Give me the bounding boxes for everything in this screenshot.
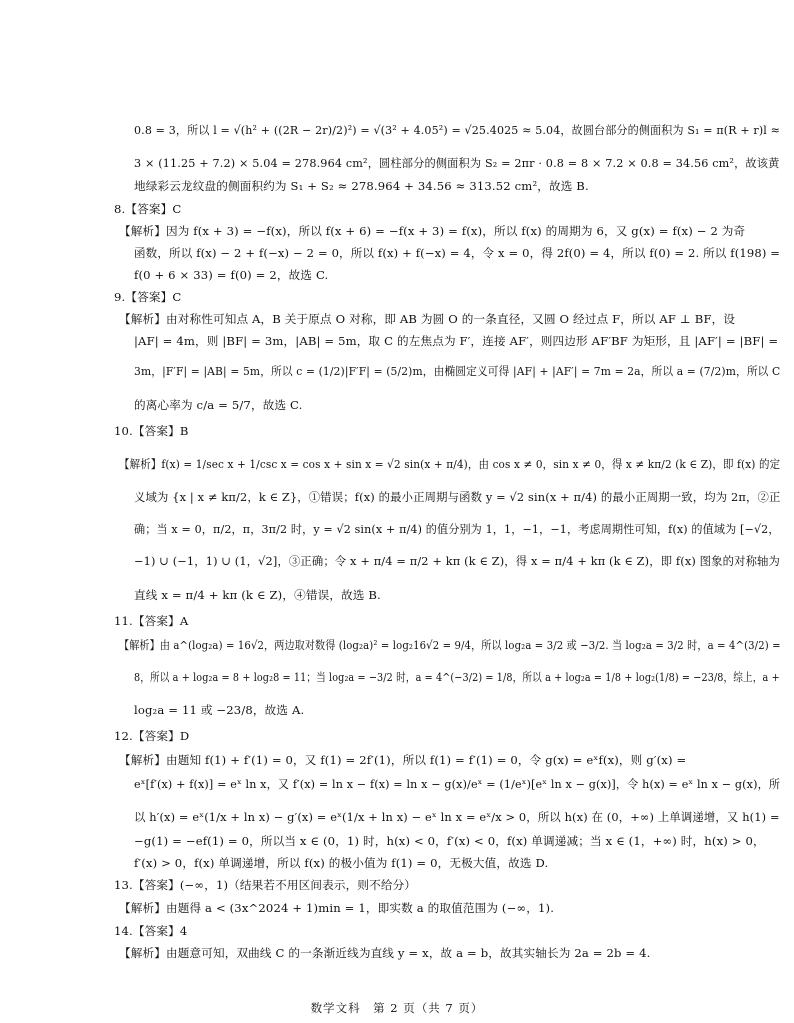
q8-answer: 8.【答案】C bbox=[114, 202, 182, 216]
q12-analysis-5: f′(x) > 0，f(x) 单调递增，所以 f(x) 的极小值为 f(1) = 0，无极大值，故选 D. bbox=[134, 856, 549, 870]
q9-analysis-1: 【解析】由对称性可知点 A，B 关于原点 O 对称，即 AB 为圆 O 的一条直径，又圆 O 经过点 F，所以 AF ⊥ BF，设 bbox=[119, 312, 736, 326]
line-7-calc-1: 0.8 = 3，所以 l = √(h² + ((2R − 2r)/2)²) = √(3² + 4.05²) = √25.4025 ≈ 5.04，故圆台部分的侧面积为 S₁ = π(R + r)l ≈ bbox=[134, 123, 781, 137]
q10-analysis-5: 直线 x = π/4 + kπ (k ∈ Z)，④错误，故选 B. bbox=[134, 588, 381, 602]
q8-analysis-2: 函数，所以 f(x) − 2 + f(−x) − 2 = 0，所以 f(x) + f(−x) = 4，令 x = 0，得 2f(0) = 4，所以 f(0) = 2. 所以 f(198) = bbox=[134, 246, 781, 260]
q9-analysis-3: 3m，|F′F| = |AB| = 5m，所以 c = (1/2)|F′F| = (5/2)m，由椭圆定义可得 |AF| + |AF′| = 7m = 2a，所以 a = (7/2)m，所以 C bbox=[134, 364, 781, 378]
q12-analysis-2: eˣ[f′(x) + f(x)] = eˣ ln x，又 f′(x) = ln x − f(x) = ln x − g(x)/eˣ = (1/eˣ)[eˣ ln x − g(x)]，令 h(x) = eˣ ln x − g(x)，所 bbox=[134, 777, 781, 791]
q10-answer: 10.【答案】B bbox=[114, 424, 189, 438]
line-7-calc-2: 3 × (11.25 + 7.2) × 5.04 = 278.964 cm²，圆柱部分的侧面积为 S₂ = 2πr · 0.8 = 8 × 7.2 × 0.8 = 34.56 cm²，故该黄 bbox=[134, 156, 780, 170]
q13-analysis: 【解析】由题得 a < (3x^2024 + 1)min = 1，即实数 a 的取值范围为 (−∞，1). bbox=[119, 901, 555, 915]
q11-analysis-1: 【解析】由 a^(log₂a) = 16√2，两边取对数得 (log₂a)² = log₂16√2 = 9/4，所以 log₂a = 3/2 或 −3/2. 当 log₂a = 3/2 时，a = 4^(3/2) = bbox=[119, 638, 781, 652]
q12-answer: 12.【答案】D bbox=[114, 729, 190, 743]
line-7-conclusion: 地绿彩云龙纹盘的侧面积约为 S₁ + S₂ ≈ 278.964 + 34.56 ≈ 313.52 cm²，故选 B. bbox=[134, 179, 589, 193]
q12-analysis-4: −g(1) = −ef(1) = 0，所以当 x ∈ (0，1) 时，h(x) < 0，f′(x) < 0，f(x) 单调递减；当 x ∈ (1，+∞) 时，h(x) > 0， bbox=[134, 834, 765, 848]
q10-analysis-3: 确；当 x = 0，π/2，π，3π/2 时，y = √2 sin(x + π/4) 的值分别为 1，1，−1，−1，考虑周期性可知，f(x) 的值域为 [−√2， bbox=[134, 522, 780, 536]
q12-analysis-1: 【解析】由题知 f(1) + f′(1) = 0，又 f(1) = 2f′(1)，所以 f(1) = f′(1) = 0，令 g(x) = eˣf(x)，则 g′(x) = bbox=[119, 753, 687, 767]
q14-answer: 14.【答案】4 bbox=[114, 924, 188, 938]
q9-answer: 9.【答案】C bbox=[114, 290, 182, 304]
q10-analysis-1: 【解析】f(x) = 1/sec x + 1/csc x = cos x + sin x = √2 sin(x + π/4)，由 cos x ≠ 0，sin x ≠ 0，得 x ≠ kπ/2 (k ∈ Z)，即 f(x) 的定 bbox=[119, 457, 781, 471]
q12-analysis-3: 以 h′(x) = eˣ(1/x + ln x) − g′(x) = eˣ(1/x + ln x) − eˣ ln x = eˣ/x > 0，所以 h(x) 在 (0，+∞) 上单调递增，又 h(1) = bbox=[134, 810, 780, 824]
q9-analysis-4: 的离心率为 c/a = 5/7，故选 C. bbox=[134, 398, 303, 412]
q11-analysis-3: log₂a = 11 或 −23/8，故选 A. bbox=[134, 703, 305, 717]
q8-analysis-1: 【解析】因为 f(x + 3) = −f(x)，所以 f(x + 6) = −f(x + 3) = f(x)，所以 f(x) 的周期为 6，又 g(x) = f(x) − 2 为奇 bbox=[119, 224, 746, 238]
q13-answer: 13.【答案】(−∞，1)（结果若不用区间表示，则不给分） bbox=[114, 878, 417, 892]
q8-analysis-3: f(0 + 6 × 33) = f(0) = 2，故选 C. bbox=[134, 268, 329, 282]
page-footer: 数学文科 第 2 页（共 7 页） bbox=[310, 1001, 484, 1015]
q11-analysis-2: 8，所以 a + log₂a = 8 + log₂8 = 11；当 log₂a = −3/2 时，a = 4^(−3/2) = 1/8，所以 a + log₂a = 1/8 + log₂(1/8) = −23/8，综上，a + bbox=[134, 670, 780, 684]
q10-analysis-2: 义域为 {x | x ≠ kπ/2，k ∈ Z}，①错误；f(x) 的最小正周期与函数 y = √2 sin(x + π/4) 的最小正周期一致，均为 2π，②正 bbox=[134, 490, 781, 504]
q11-answer: 11.【答案】A bbox=[114, 614, 189, 628]
q10-analysis-4: −1) ∪ (−1，1) ∪ (1，√2]，③正确；令 x + π/4 = π/2 + kπ (k ∈ Z)，得 x = π/4 + kπ (k ∈ Z)，即 f(x) 图象的对称轴为 bbox=[134, 554, 781, 568]
q14-analysis: 【解析】由题意可知，双曲线 C 的一条渐近线为直线 y = x，故 a = b，故其实轴长为 2a = 2b = 4. bbox=[119, 946, 651, 960]
q9-analysis-2: |AF| = 4m，则 |BF| = 3m，|AB| = 5m，取 C 的左焦点为 F′，连接 AF′，则四边形 AF′BF 为矩形，且 |AF′| = |BF| = bbox=[134, 334, 779, 348]
